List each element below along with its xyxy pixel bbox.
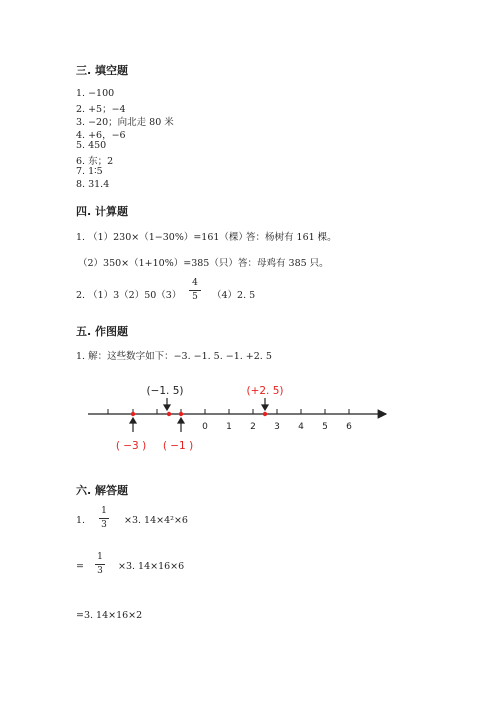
tick-label: 1 [226, 422, 232, 432]
section-title-solution: 六. 解答题 [76, 484, 129, 497]
point-minus-1-5 [167, 412, 171, 416]
answer-item: 8. 31.4 [76, 179, 110, 190]
arrow-down-head [262, 405, 268, 410]
point-plus-2-5 [263, 412, 267, 416]
tick-label: 4 [298, 422, 304, 432]
calc-answer: 答：杨树有 161 棵。 [246, 232, 337, 243]
calc-line: 1. （1）230×（1−30%）=161（棵） [76, 232, 248, 243]
answer-item: 5. 450 [76, 140, 107, 151]
calc-line: （2）350×（1+10%）=385（只） [78, 258, 238, 269]
section-title-calculation: 四. 计算题 [76, 205, 129, 218]
section-title-drawing: 五. 作图题 [76, 325, 129, 338]
tick-label: 0 [202, 422, 208, 432]
label-plus-2-5: (+2. 5) [246, 385, 284, 397]
answer-item: 2. +5；−4 [76, 104, 126, 115]
fraction-denominator: 3 [101, 520, 107, 530]
answer-item: 6. 东；2 [76, 156, 114, 167]
tick-label: 6 [346, 422, 352, 432]
solution-step-prefix: 1. [76, 515, 86, 526]
fraction-numerator: 1 [97, 552, 103, 562]
solution-step-prefix: = [76, 561, 84, 572]
tick-label: 5 [322, 422, 328, 432]
arrow-down-head [164, 405, 170, 410]
fraction [95, 552, 105, 577]
label-minus-1: ( −1 ) [162, 440, 194, 452]
fraction-numerator: 4 [192, 278, 198, 288]
answer-item: 7. 1∶5 [76, 166, 103, 177]
tick-label: 2 [250, 422, 256, 432]
calc-answer: 答：母鸡有 385 只。 [238, 258, 329, 269]
section-title-fill-blank: 三. 填空题 [76, 64, 129, 77]
calc-line: （4）2. 5 [212, 290, 256, 301]
calc-line: 2. （1）3（2）50（3） [76, 290, 182, 301]
label-minus-3: ( −3 ) [115, 440, 147, 452]
solution-step: ×3. 14×4²×6 [124, 515, 188, 526]
arrow-up-head [130, 418, 136, 423]
solution-step: =3. 14×16×2 [76, 610, 143, 621]
label-minus-1-5: (−1. 5) [146, 385, 184, 397]
fraction-denominator: 5 [192, 292, 198, 302]
solution-step: ×3. 14×16×6 [118, 561, 185, 572]
fraction-numerator: 1 [101, 506, 107, 516]
arrow-up-head [178, 418, 184, 423]
tick-label: 3 [274, 422, 280, 432]
answer-item: 3. −20；向北走 80 米 [76, 117, 174, 128]
answer-item: 1. −100 [76, 88, 115, 99]
point-minus-3 [131, 412, 135, 416]
fraction-denominator: 3 [97, 566, 103, 576]
drawing-answer-line: 1. 解：这些数字如下：−3. −1. 5. −1. +2. 5 [76, 351, 272, 362]
answer-item: 4. +6，−6 [76, 130, 126, 141]
fraction [99, 506, 109, 531]
point-minus-1 [179, 412, 183, 416]
